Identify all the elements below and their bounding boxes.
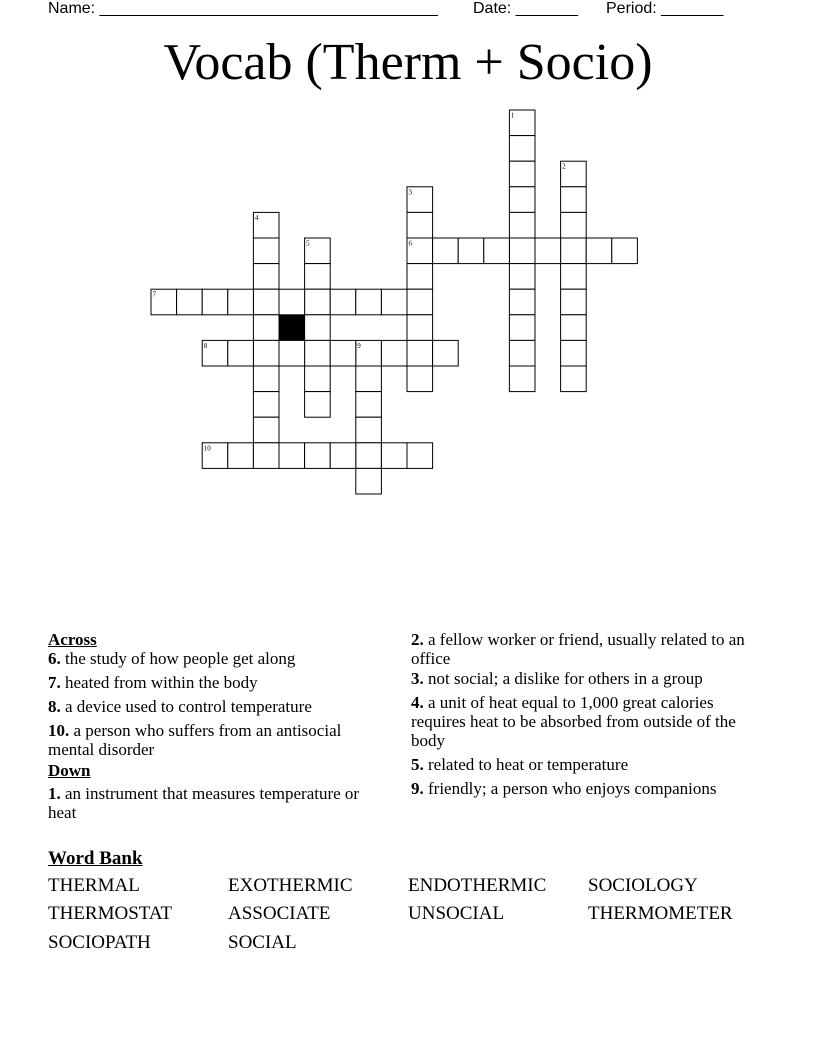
down-clue-3: 3. not social; a dislike for others in a group (411, 669, 703, 688)
period-field-label[interactable]: Period: _______ (606, 0, 724, 17)
grid-cell[interactable] (433, 340, 459, 366)
grid-cell[interactable] (407, 289, 433, 315)
grid-cell[interactable] (381, 443, 407, 469)
grid-number: 5 (306, 239, 310, 248)
grid-cell[interactable] (433, 238, 459, 264)
clues-left-column (48, 630, 388, 827)
down-clue-5: 5. related to heat or temperature (411, 755, 629, 774)
grid-cell[interactable] (407, 366, 433, 392)
grid-cell[interactable] (253, 392, 279, 418)
grid-number: 1 (510, 111, 515, 120)
grid-cell[interactable] (356, 366, 382, 392)
word-bank-word: SOCIOPATH (48, 932, 151, 953)
grid-cell[interactable] (535, 238, 561, 264)
grid-cell[interactable] (253, 315, 279, 341)
black-square (279, 315, 305, 341)
grid-cell[interactable] (356, 417, 382, 443)
grid-cell[interactable] (253, 264, 279, 290)
grid-cell[interactable] (509, 340, 535, 366)
grid-cell[interactable] (228, 443, 254, 469)
grid-cell[interactable] (561, 238, 587, 264)
grid-cell[interactable] (356, 392, 382, 418)
grid-number: 3 (408, 188, 412, 197)
grid-cell[interactable] (202, 289, 228, 315)
grid-cell[interactable] (305, 340, 331, 366)
across-clue-8: 8. a device used to control temperature (48, 697, 312, 716)
grid-cell[interactable] (561, 212, 587, 238)
grid-cell[interactable] (253, 238, 279, 264)
grid-cell[interactable] (407, 315, 433, 341)
grid-cell[interactable] (356, 289, 382, 315)
grid-cell[interactable] (356, 468, 382, 494)
grid-cell[interactable] (561, 187, 587, 213)
grid-cell[interactable] (509, 187, 535, 213)
grid-cell[interactable] (305, 366, 331, 392)
grid-cell[interactable] (253, 417, 279, 443)
down-clue-2: 2. a fellow worker or friend, usually related to an office (411, 630, 745, 668)
grid-cell[interactable] (407, 443, 433, 469)
across-heading: Across (48, 630, 97, 649)
grid-cell[interactable] (561, 289, 587, 315)
grid-cell[interactable] (509, 366, 535, 392)
grid-cell[interactable] (509, 315, 535, 341)
grid-cell[interactable] (356, 443, 382, 469)
word-bank-word: ASSOCIATE (228, 903, 331, 924)
grid-cell[interactable] (509, 264, 535, 290)
grid-cell[interactable] (407, 212, 433, 238)
word-bank-word: THERMOSTAT (48, 903, 173, 924)
grid-number: 7 (152, 290, 156, 299)
name-field-label[interactable]: Name: ______________________________________ (48, 0, 438, 17)
word-bank-word: THERMAL (48, 875, 140, 896)
grid-cell[interactable] (305, 315, 331, 341)
grid-cell[interactable] (381, 289, 407, 315)
grid-cell[interactable] (305, 264, 331, 290)
grid-cell[interactable] (279, 289, 305, 315)
grid-cell[interactable] (253, 340, 279, 366)
grid-cell[interactable] (484, 238, 510, 264)
word-bank-word: UNSOCIAL (408, 903, 505, 924)
grid-cell[interactable] (458, 238, 484, 264)
grid-cell[interactable] (305, 392, 331, 418)
word-bank-word: THERMOMETER (588, 903, 733, 924)
grid-cell[interactable] (407, 340, 433, 366)
down-clue-9: 9. friendly; a person who enjoys companions (411, 779, 717, 798)
grid-cell[interactable] (305, 443, 331, 469)
grid-cell[interactable] (509, 238, 535, 264)
grid-cell[interactable] (253, 289, 279, 315)
across-clue-7: 7. heated from within the body (48, 673, 258, 692)
word-bank-title: Word Bank (48, 848, 143, 869)
word-bank-word: SOCIOLOGY (588, 875, 698, 896)
grid-cell[interactable] (330, 443, 356, 469)
word-bank-word: EXOTHERMIC (228, 875, 353, 896)
grid-number: 10 (203, 444, 211, 453)
grid-cell[interactable] (228, 340, 254, 366)
grid-cell[interactable] (561, 315, 587, 341)
grid-number: 9 (357, 341, 361, 350)
grid-cell[interactable] (381, 340, 407, 366)
across-clue-10: 10. a person who suffers from an antisocial mental disorder (48, 721, 342, 759)
word-bank-word: SOCIAL (228, 932, 297, 953)
grid-cell[interactable] (407, 264, 433, 290)
grid-number: 4 (254, 213, 259, 222)
grid-cell[interactable] (509, 212, 535, 238)
clues-right-column (411, 630, 761, 803)
grid-cell[interactable] (586, 238, 612, 264)
grid-cell[interactable] (279, 340, 305, 366)
grid-cell[interactable] (612, 238, 638, 264)
grid-cell[interactable] (509, 289, 535, 315)
down-clue-1: 1. an instrument that measures temperature or heat (48, 784, 360, 822)
grid-cell[interactable] (330, 340, 356, 366)
crossword-grid[interactable] (0, 0, 816, 520)
date-field-label[interactable]: Date: _______ (473, 0, 578, 17)
grid-number: 8 (203, 341, 208, 350)
down-heading: Down (48, 761, 91, 780)
grid-cell[interactable] (177, 289, 203, 315)
grid-cell[interactable] (561, 340, 587, 366)
grid-cell[interactable] (228, 289, 254, 315)
grid-cell[interactable] (509, 161, 535, 187)
page-title: Vocab (Therm + Socio) (163, 34, 653, 91)
grid-cell[interactable] (253, 366, 279, 392)
grid-cell[interactable] (561, 264, 587, 290)
grid-cell[interactable] (253, 443, 279, 469)
across-clue-6: 6. the study of how people get along (48, 649, 296, 668)
grid-number: 2 (562, 162, 566, 171)
grid-cell[interactable] (509, 136, 535, 162)
grid-cell[interactable] (305, 289, 331, 315)
grid-cell[interactable] (279, 443, 305, 469)
down-clue-4: 4. a unit of heat equal to 1,000 great calories requires heat to be absorbed from outside of the body (411, 693, 736, 750)
grid-cell[interactable] (330, 289, 356, 315)
word-bank-word: ENDOTHERMIC (408, 875, 547, 896)
grid-number: 6 (408, 239, 412, 248)
grid-cell[interactable] (561, 366, 587, 392)
